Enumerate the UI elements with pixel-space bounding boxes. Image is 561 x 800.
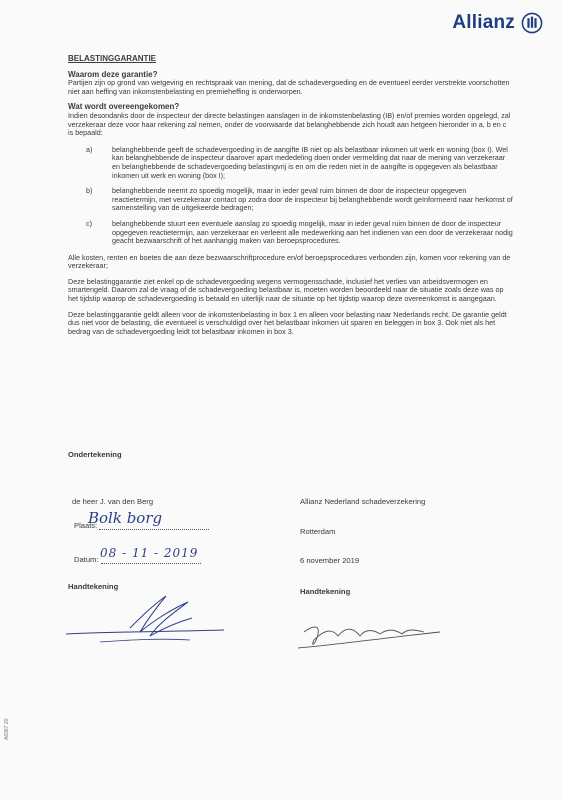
signatures-heading <box>68 450 122 459</box>
list-item-label: a) <box>86 144 93 154</box>
document-body <box>68 55 513 343</box>
handwritten-date: 08 - 11 - 2019 <box>100 546 199 560</box>
paragraph-costs: Alle kosten, renten en boetes die aan deze bezwaarschriftprocedure en/of beroepsprocedures verbonden zijn, komen voor rekening van de verzekeraar; <box>68 252 511 271</box>
paragraph-what: Indien desondanks door de inspecteur der directe belastingen aanslagen in de inkomstenbelasting (IB) en/of premies worden opgelegd, zal verzekeraar deze voor haar rekening zal nemen, onder de voorwaarde dat belanghebbende zich houdt aan hetgeen hieronder in a, b en c is bepaald: <box>68 110 511 138</box>
side-reference-code: A6367 20 <box>4 718 10 740</box>
handwritten-place: Bolk borg <box>88 509 163 527</box>
left-signature <box>60 588 230 648</box>
list-item-label: b) <box>86 186 93 196</box>
conditions-list <box>68 146 513 246</box>
right-signature-label-text: Handtekening <box>300 587 351 596</box>
allianz-eagle-icon <box>521 12 543 34</box>
right-date: 6 november 2019 <box>300 556 360 565</box>
paragraph-why: Partijen zijn op grond van wetgeving en rechtspraak van mening, dat de schadevergoeding en de eventueel eerder verstrekte voorschotten niet aan heffing van inkomstenbelasting en premieheffing is onderworpen. <box>68 78 510 96</box>
list-item-label: c) <box>86 218 92 228</box>
brand-name: Allianz <box>452 12 515 33</box>
left-signature-label-text: Handtekening <box>68 582 119 591</box>
list-item-text: belanghebbende geeft de schadevergoeding in de aangifte IB niet op als belastbaar inkomen uit werk en woning (box I). Wel kan belanghebbende de inspecteur daarover apart mededeling doen onder vermelding dat naar de mening van verzekeraar en belanghebbende de schadevergoeding belastingvrij is en om die reden niet in de aangifte is opgegeven als belastbaar inkomen uit werk en woning (box I); <box>112 144 508 180</box>
right-signer-name: Allianz Nederland schadeverzekering <box>300 497 426 506</box>
left-place-label: Plaats: <box>74 521 98 530</box>
list-item <box>68 220 513 246</box>
allianz-logo <box>452 12 543 34</box>
left-date-label: Datum: <box>74 555 99 564</box>
document-title: BELASTINGGARANTIE <box>68 54 156 63</box>
right-signature <box>294 618 444 658</box>
section-heading-why: Waarom deze garantie? <box>68 69 158 79</box>
paragraph-box: Deze belastinggarantie geldt alleen voor de inkomstenbelasting in box 1 en alleen voor belasting naar Nederlands recht. De garantie geldt dus niet voor de belasting, die eventueel is verschuldigd over het belastbaar inkomen uit sparen en beleggen in box 3. Ook niet als het bedrag van de schadevergoeding leidt tot belastbaar inkomen in box 3. <box>68 309 507 336</box>
section-heading-what: Wat wordt overeengekomen? <box>68 102 180 112</box>
right-signature-label <box>300 587 350 596</box>
left-signer-name: de heer J. van den Berg <box>72 497 154 506</box>
list-item-text: belanghebbende stuurt een eventuele aanslag zo spoedig mogelijk, maar in ieder geval ruim binnen de door de inspecteur opgegeven reactietermijn, aan verzekeraar en verleent alle medewerking aan het indienen van een door de verzekeraar nodig geacht bezwaarschrift of het aanhangig maken van beroepsprocedures. <box>112 218 513 246</box>
list-item-text: belanghebbende neemt zo spoedig mogelijk, maar in ieder geval ruim binnen de door de inspecteur opgegeven reactietermijn, met verzekeraar contact op zodra door de inspecteur bij belanghebbende wordt geïnformeerd naar herkomst of samenstelling van de uitgekeerde bedragen; <box>112 186 513 213</box>
list-item <box>68 146 513 180</box>
paragraph-scope: Deze belastinggarantie ziet enkel op de schadevergoeding wegens vermogensschade, inclusief het verlies van arbeidsvermogen en smartengeld. Daarom zal de vraag of de schadevergoeding belastbaar is, moeten worden beoordeeld naar de situatie zoals deze was op het tijdstip waarop de schadevergoeding is betaald en uiterlijk naar de situatie op het tijdstip waarop deze overeenkomst is aangegaan. <box>68 276 504 304</box>
signatures-heading-text: Ondertekening <box>68 450 122 459</box>
list-item <box>68 187 513 213</box>
right-place: Rotterdam <box>300 527 336 536</box>
